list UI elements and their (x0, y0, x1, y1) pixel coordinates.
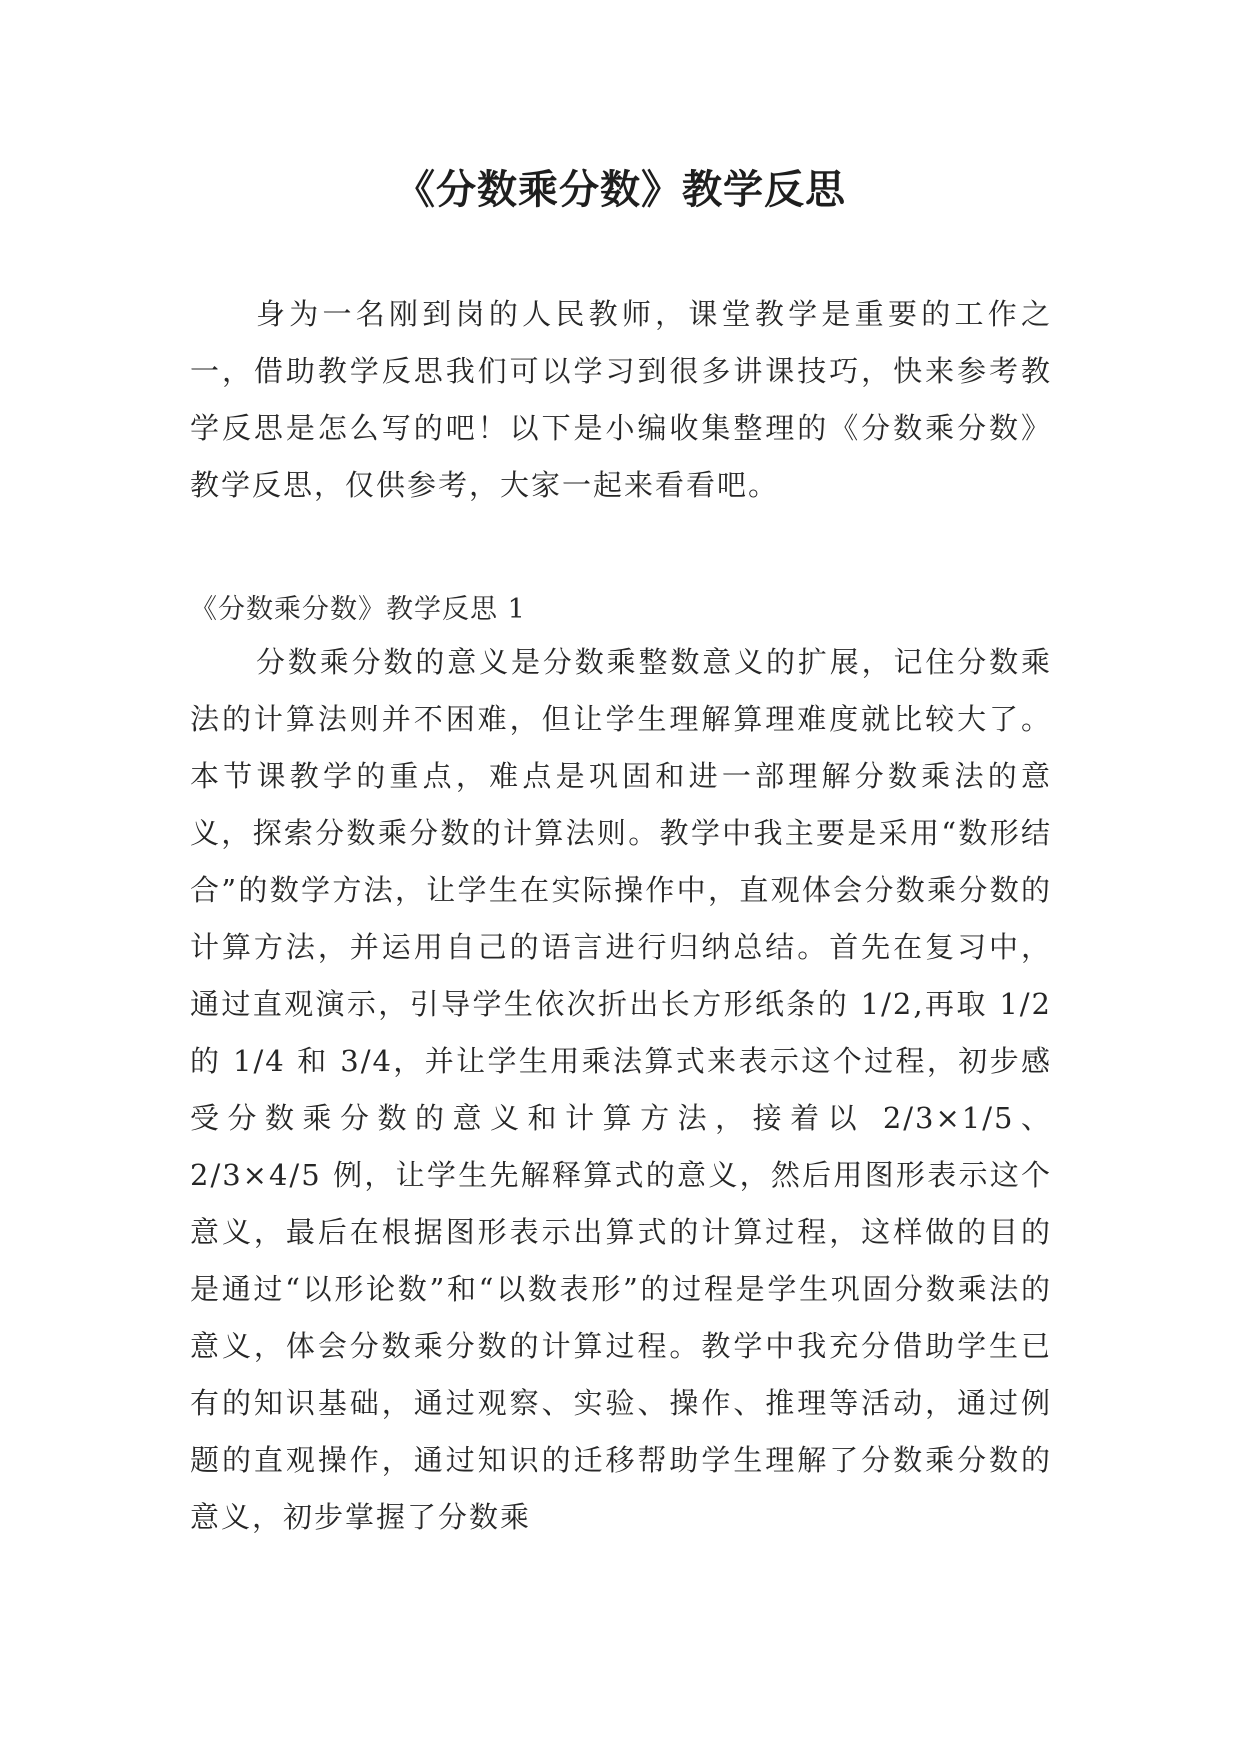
document-title: 《分数乘分数》教学反思 (395, 166, 846, 213)
section-heading: 《分数乘分数》教学反思 1 (190, 594, 526, 625)
intro-paragraph: 身为一名刚到岗的人民教师，课堂教学是重要的工作之一，借助教学反思我们可以学习到很多讲课技巧，快来参考教学反思是怎么写的吧！以下是小编收集整理的《分数乘分数》教学反思，仅供参考，大家一起来看看吧。 (190, 297, 1052, 502)
section-body-paragraph: 分数乘分数的意义是分数乘整数意义的扩展，记住分数乘法的计算法则并不困难，但让学生理解算理难度就比较大了。本节课教学的重点，难点是巩固和进一部理解分数乘法的意义，探索分数乘分数的计算法则。教学中我主要是采用“数形结合”的数学方法，让学生在实际操作中，直观体会分数乘分数的计算方法，并运用自己的语言进行归纳总结。首先在复习中，通过直观演示，引导学生依次折出长方形纸条的 1/2,再取 1/2 的 1/4 和 3/4，并让学生用乘法算式来表示这个过程，初步感受分数乘分数的意义和计算方法，接着以 2/3×1/5、2/3×4/5 例，让学生先解释算式的意义，然后用图形表示这个意义，最后在根据图形表示出算式的计算过程，这样做的目的是通过“以形论数”和“以数表形”的过程是学生巩固分数乘法的意义，体会分数乘分数的计算过程。教学中我充分借助学生已有的知识基础，通过观察、实验、操作、推理等活动，通过例题的直观操作，通过知识的迁移帮助学生理解了分数乘分数的意义，初步掌握了分数乘 (190, 645, 1052, 1534)
